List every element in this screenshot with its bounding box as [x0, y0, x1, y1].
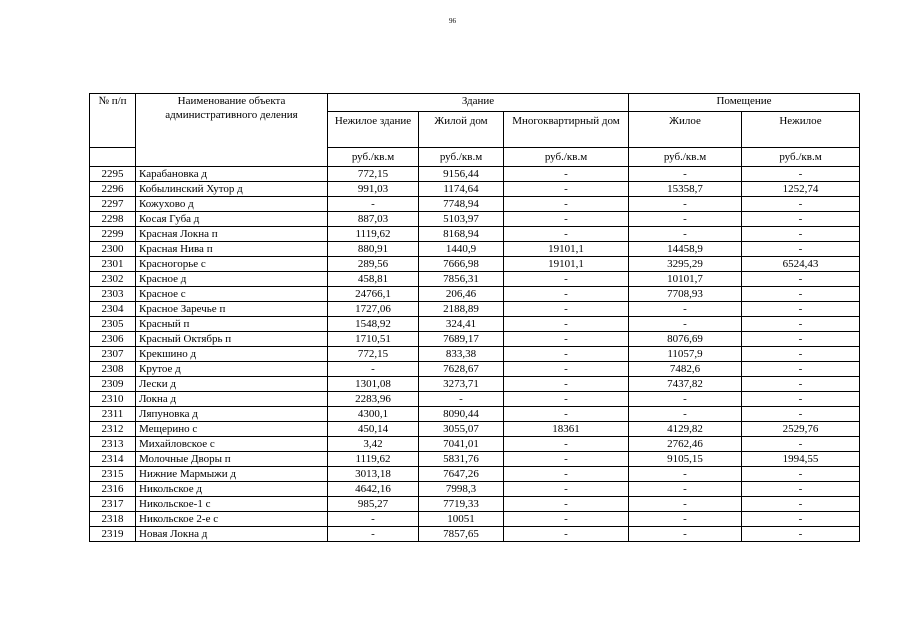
residential-premises-price: -: [629, 212, 742, 227]
residential-house-price: 1174,64: [419, 182, 504, 197]
table-row: [90, 377, 860, 392]
residential-house-price: 7857,65: [419, 527, 504, 542]
apartment-building-price: -: [504, 497, 629, 512]
residential-premises-price: -: [629, 482, 742, 497]
nonresidential-building-price: 4642,16: [328, 482, 419, 497]
nonresidential-premises-price: -: [742, 437, 860, 452]
nonresidential-building-price: 985,27: [328, 497, 419, 512]
object-name: Красное с: [136, 287, 328, 302]
nonresidential-building-price: 289,56: [328, 257, 419, 272]
apartment-building-price: -: [504, 437, 629, 452]
row-number: 2312: [90, 422, 136, 437]
nonresidential-building-price: 772,15: [328, 347, 419, 362]
object-name: Локна д: [136, 392, 328, 407]
nonresidential-building-price: -: [328, 512, 419, 527]
row-number: 2298: [90, 212, 136, 227]
nonresidential-premises-price: -: [742, 212, 860, 227]
nonresidential-building-price: -: [328, 362, 419, 377]
table-body: [90, 167, 860, 542]
residential-premises-price: 7437,82: [629, 377, 742, 392]
nonresidential-building-price: 991,03: [328, 182, 419, 197]
row-number: 2313: [90, 437, 136, 452]
residential-premises-price: 11057,9: [629, 347, 742, 362]
nonresidential-premises-price: -: [742, 302, 860, 317]
row-number: 2299: [90, 227, 136, 242]
residential-house-price: 9156,44: [419, 167, 504, 182]
apartment-building-price: -: [504, 167, 629, 182]
object-name: Молочные Дворы п: [136, 452, 328, 467]
residential-house-price: 8168,94: [419, 227, 504, 242]
row-number: 2316: [90, 482, 136, 497]
table-row: [90, 497, 860, 512]
apartment-building-price: -: [504, 347, 629, 362]
nonresidential-premises-price: 1252,74: [742, 182, 860, 197]
residential-premises-price: 4129,82: [629, 422, 742, 437]
nonresidential-premises-price: -: [742, 377, 860, 392]
table-row: [90, 452, 860, 467]
table-row: [90, 167, 860, 182]
nonresidential-premises-price: -: [742, 407, 860, 422]
apartment-building-price: -: [504, 272, 629, 287]
apartment-building-price: 18361: [504, 422, 629, 437]
nonresidential-premises-price: -: [742, 512, 860, 527]
object-name: Мещерино с: [136, 422, 328, 437]
nonresidential-premises-price: 2529,76: [742, 422, 860, 437]
table-row: [90, 197, 860, 212]
residential-premises-price: 8076,69: [629, 332, 742, 347]
nonresidential-premises-price: 1994,55: [742, 452, 860, 467]
object-name: Никольское д: [136, 482, 328, 497]
nonresidential-building-price: 1301,08: [328, 377, 419, 392]
nonresidential-premises-price: -: [742, 242, 860, 257]
nonresidential-building-price: 1727,06: [328, 302, 419, 317]
residential-premises-price: -: [629, 227, 742, 242]
object-name: Красное Заречье п: [136, 302, 328, 317]
nonresidential-premises-price: -: [742, 197, 860, 212]
residential-premises-price: 3295,29: [629, 257, 742, 272]
nonresidential-building-price: 3,42: [328, 437, 419, 452]
table-row: [90, 512, 860, 527]
residential-house-price: 8090,44: [419, 407, 504, 422]
row-number: 2305: [90, 317, 136, 332]
object-name: Кобылинский Хутор д: [136, 182, 328, 197]
residential-house-price: 7689,17: [419, 332, 504, 347]
apartment-building-price: -: [504, 332, 629, 347]
object-name: Никольское-1 с: [136, 497, 328, 512]
nonresidential-building-price: 24766,1: [328, 287, 419, 302]
unit-label: руб./кв.м: [328, 148, 419, 167]
object-name: Михайловское с: [136, 437, 328, 452]
apartment-building-price: -: [504, 452, 629, 467]
unit-label: руб./кв.м: [629, 148, 742, 167]
residential-house-price: 324,41: [419, 317, 504, 332]
header-number-empty: [90, 148, 136, 167]
table-row: [90, 392, 860, 407]
table-row: [90, 227, 860, 242]
table-row: [90, 467, 860, 482]
header-residential-premises: Жилое: [629, 112, 742, 148]
nonresidential-premises-price: -: [742, 332, 860, 347]
residential-premises-price: -: [629, 497, 742, 512]
table-row: [90, 482, 860, 497]
residential-premises-price: -: [629, 167, 742, 182]
page-number: 96: [449, 17, 456, 25]
table-row: [90, 422, 860, 437]
nonresidential-building-price: 1119,62: [328, 452, 419, 467]
object-name: Нижние Мармыжи д: [136, 467, 328, 482]
residential-premises-price: -: [629, 527, 742, 542]
row-number: 2318: [90, 512, 136, 527]
nonresidential-premises-price: -: [742, 317, 860, 332]
apartment-building-price: -: [504, 377, 629, 392]
nonresidential-premises-price: -: [742, 227, 860, 242]
object-name: Никольское 2-е с: [136, 512, 328, 527]
nonresidential-premises-price: 6524,43: [742, 257, 860, 272]
object-name: Кожухово д: [136, 197, 328, 212]
nonresidential-building-price: 880,91: [328, 242, 419, 257]
apartment-building-price: -: [504, 482, 629, 497]
residential-house-price: 206,46: [419, 287, 504, 302]
residential-house-price: 5831,76: [419, 452, 504, 467]
residential-house-price: 10051: [419, 512, 504, 527]
nonresidential-building-price: 450,14: [328, 422, 419, 437]
nonresidential-building-price: 458,81: [328, 272, 419, 287]
residential-house-price: 7998,3: [419, 482, 504, 497]
residential-house-price: 7719,33: [419, 497, 504, 512]
nonresidential-building-price: 2283,96: [328, 392, 419, 407]
residential-premises-price: 2762,46: [629, 437, 742, 452]
table-row: [90, 362, 860, 377]
object-name: Красная Локна п: [136, 227, 328, 242]
header-premises: Помещение: [629, 94, 860, 112]
apartment-building-price: 19101,1: [504, 242, 629, 257]
apartment-building-price: -: [504, 467, 629, 482]
residential-premises-price: -: [629, 392, 742, 407]
object-name: Новая Локна д: [136, 527, 328, 542]
table-row: [90, 257, 860, 272]
apartment-building-price: -: [504, 197, 629, 212]
table-row: [90, 317, 860, 332]
nonresidential-premises-price: -: [742, 467, 860, 482]
row-number: 2308: [90, 362, 136, 377]
nonresidential-premises-price: -: [742, 347, 860, 362]
object-name: Карабановка д: [136, 167, 328, 182]
unit-label: руб./кв.м: [742, 148, 860, 167]
apartment-building-price: 19101,1: [504, 257, 629, 272]
apartment-building-price: -: [504, 362, 629, 377]
residential-house-price: 7628,67: [419, 362, 504, 377]
residential-premises-price: 14458,9: [629, 242, 742, 257]
object-name: Крутое д: [136, 362, 328, 377]
nonresidential-building-price: 3013,18: [328, 467, 419, 482]
nonresidential-building-price: -: [328, 197, 419, 212]
header-building: Здание: [328, 94, 629, 112]
table-row: [90, 437, 860, 452]
apartment-building-price: -: [504, 512, 629, 527]
residential-premises-price: -: [629, 197, 742, 212]
table-row: [90, 242, 860, 257]
table-row: [90, 212, 860, 227]
unit-label: руб./кв.м: [504, 148, 629, 167]
residential-premises-price: 7708,93: [629, 287, 742, 302]
nonresidential-building-price: 772,15: [328, 167, 419, 182]
row-number: 2315: [90, 467, 136, 482]
nonresidential-premises-price: -: [742, 167, 860, 182]
nonresidential-premises-price: -: [742, 392, 860, 407]
apartment-building-price: -: [504, 287, 629, 302]
residential-house-price: 2188,89: [419, 302, 504, 317]
row-number: 2304: [90, 302, 136, 317]
residential-house-price: 7748,94: [419, 197, 504, 212]
residential-premises-price: -: [629, 302, 742, 317]
residential-house-price: 7856,31: [419, 272, 504, 287]
row-number: 2295: [90, 167, 136, 182]
object-name: Красногорье с: [136, 257, 328, 272]
object-name: Красная Нива п: [136, 242, 328, 257]
row-number: 2302: [90, 272, 136, 287]
apartment-building-price: -: [504, 227, 629, 242]
object-name: Ляпуновка д: [136, 407, 328, 422]
residential-house-price: 1440,9: [419, 242, 504, 257]
apartment-building-price: -: [504, 302, 629, 317]
apartment-building-price: -: [504, 407, 629, 422]
object-name: Крекшино д: [136, 347, 328, 362]
residential-house-price: 7666,98: [419, 257, 504, 272]
nonresidential-building-price: 1710,51: [328, 332, 419, 347]
header-number: № п/п: [90, 94, 136, 148]
nonresidential-premises-price: -: [742, 287, 860, 302]
unit-label: руб./кв.м: [419, 148, 504, 167]
nonresidential-premises-price: -: [742, 482, 860, 497]
header-apartment-building: Многоквартирный дом: [504, 112, 629, 148]
row-number: 2301: [90, 257, 136, 272]
object-name: Лески д: [136, 377, 328, 392]
row-number: 2300: [90, 242, 136, 257]
residential-house-price: 833,38: [419, 347, 504, 362]
residential-house-price: -: [419, 392, 504, 407]
row-number: 2297: [90, 197, 136, 212]
row-number: 2317: [90, 497, 136, 512]
table-row: [90, 272, 860, 287]
object-name: Красный п: [136, 317, 328, 332]
residential-premises-price: -: [629, 467, 742, 482]
residential-premises-price: 7482,6: [629, 362, 742, 377]
apartment-building-price: -: [504, 392, 629, 407]
nonresidential-building-price: 4300,1: [328, 407, 419, 422]
residential-premises-price: 9105,15: [629, 452, 742, 467]
table-row: [90, 347, 860, 362]
header-object-name: Наименование объекта административного деления: [136, 94, 328, 167]
apartment-building-price: -: [504, 212, 629, 227]
apartment-building-price: -: [504, 527, 629, 542]
row-number: 2310: [90, 392, 136, 407]
table-row: [90, 332, 860, 347]
row-number: 2296: [90, 182, 136, 197]
apartment-building-price: -: [504, 182, 629, 197]
object-name: Красное д: [136, 272, 328, 287]
table-row: [90, 302, 860, 317]
residential-premises-price: 10101,7: [629, 272, 742, 287]
row-number: 2306: [90, 332, 136, 347]
nonresidential-building-price: 887,03: [328, 212, 419, 227]
residential-house-price: 3273,71: [419, 377, 504, 392]
row-number: 2307: [90, 347, 136, 362]
header-nonresidential-premises: Нежилое: [742, 112, 860, 148]
row-number: 2303: [90, 287, 136, 302]
residential-house-price: 3055,07: [419, 422, 504, 437]
nonresidential-premises-price: -: [742, 527, 860, 542]
apartment-building-price: -: [504, 317, 629, 332]
valuation-table: [89, 93, 860, 542]
table-row: [90, 287, 860, 302]
nonresidential-building-price: -: [328, 527, 419, 542]
residential-premises-price: -: [629, 512, 742, 527]
residential-premises-price: -: [629, 407, 742, 422]
residential-house-price: 7647,26: [419, 467, 504, 482]
residential-house-price: 5103,97: [419, 212, 504, 227]
object-name: Косая Губа д: [136, 212, 328, 227]
row-number: 2311: [90, 407, 136, 422]
table-row: [90, 182, 860, 197]
nonresidential-premises-price: -: [742, 497, 860, 512]
nonresidential-building-price: 1548,92: [328, 317, 419, 332]
row-number: 2314: [90, 452, 136, 467]
residential-premises-price: 15358,7: [629, 182, 742, 197]
nonresidential-premises-price: -: [742, 272, 860, 287]
table-row: [90, 527, 860, 542]
row-number: 2319: [90, 527, 136, 542]
residential-house-price: 7041,01: [419, 437, 504, 452]
object-name: Красный Октябрь п: [136, 332, 328, 347]
header-residential-house: Жилой дом: [419, 112, 504, 148]
nonresidential-building-price: 1119,62: [328, 227, 419, 242]
row-number: 2309: [90, 377, 136, 392]
residential-premises-price: -: [629, 317, 742, 332]
header-nonresidential-building: Нежилое здание: [328, 112, 419, 148]
nonresidential-premises-price: -: [742, 362, 860, 377]
table-row: [90, 407, 860, 422]
